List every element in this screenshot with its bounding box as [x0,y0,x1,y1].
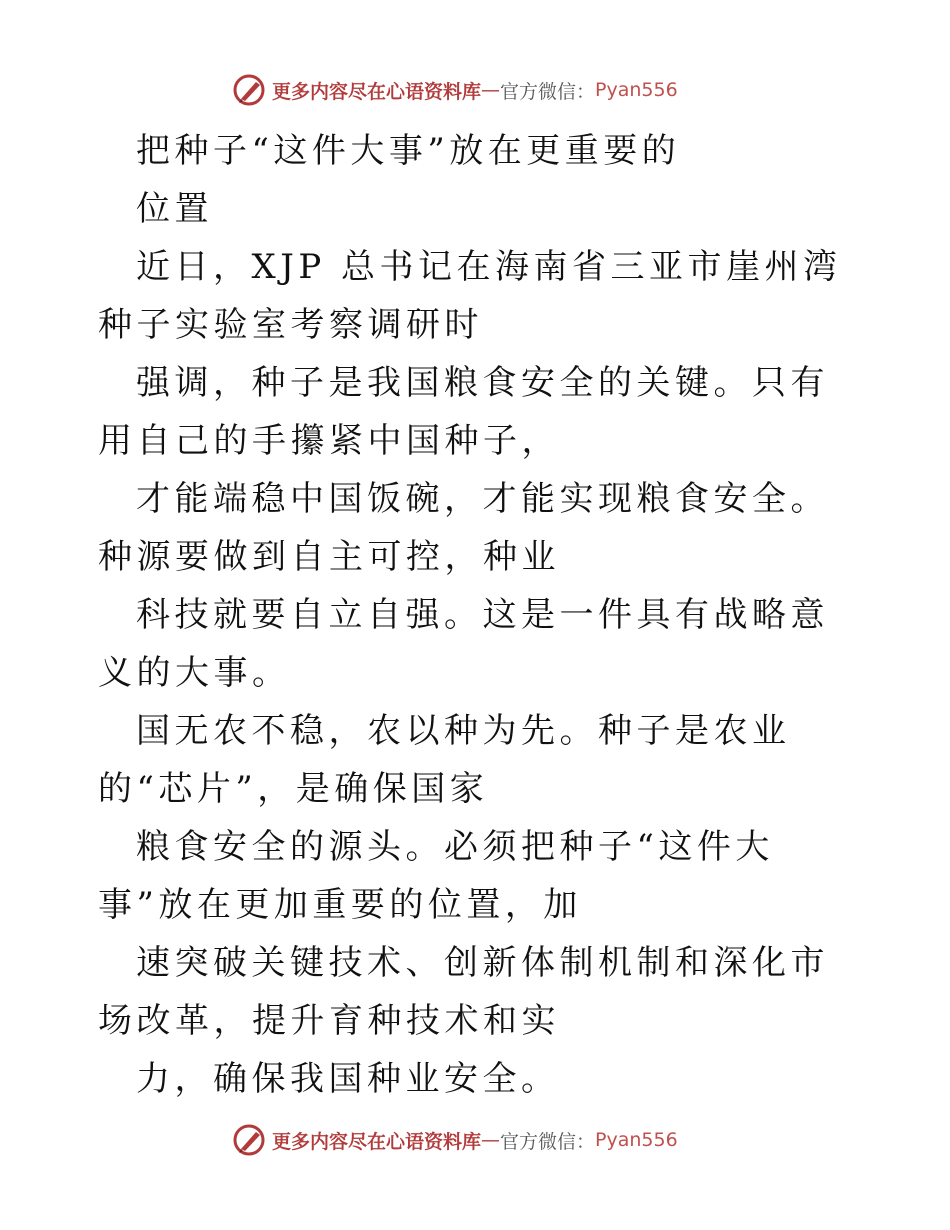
doc-title-line-2: 位置 [136,189,213,229]
doc-paragraph-line: 速突破关键技术、创新体制机制和深化市场改革，提升育种技术和实 [98,943,829,1041]
watermark-wechat-label: 官方微信： [500,80,596,103]
doc-paragraph-line: 力，确保我国种业安全。 [136,1059,560,1099]
document-body [98,122,858,1108]
pen-logo-icon [232,1123,266,1157]
watermark-dash: — [481,1129,501,1151]
header-watermark [232,72,712,108]
doc-paragraph-line: 才能端稳中国饭碗，才能实现粮食安全。种源要做到自主可控，种业 [98,479,829,577]
watermark-site-name: 更多内容尽在心语资料库 [272,1130,482,1153]
doc-paragraph-line: 科技就要自立自强。这是一件具有战略意义的大事。 [98,595,829,693]
doc-paragraph-line: 国无农不稳，农以种为先。种子是农业的“芯片”，是确保国家 [98,711,791,809]
watermark-wechat-label: 官方微信： [500,1130,596,1153]
watermark-wechat-id: Pyan556 [595,79,678,101]
watermark-dash: — [481,79,501,101]
doc-paragraph-line: 粮食安全的源头。必须把种子“这件大事”放在更加重要的位置，加 [98,827,774,925]
watermark-site-name: 更多内容尽在心语资料库 [272,80,482,103]
doc-paragraph-line: 近日，XJP 总书记在海南省三亚市崖州湾种子实验室考察调研时 [98,247,842,345]
watermark-wechat-id: Pyan556 [595,1129,678,1151]
doc-title-line-1: 把种子“这件大事”放在更重要的 [136,131,681,171]
pen-logo-icon [232,73,266,107]
doc-paragraph-line: 强调，种子是我国粮食安全的关键。只有用自己的手攥紧中国种子， [98,363,829,461]
footer-watermark [232,1122,712,1158]
